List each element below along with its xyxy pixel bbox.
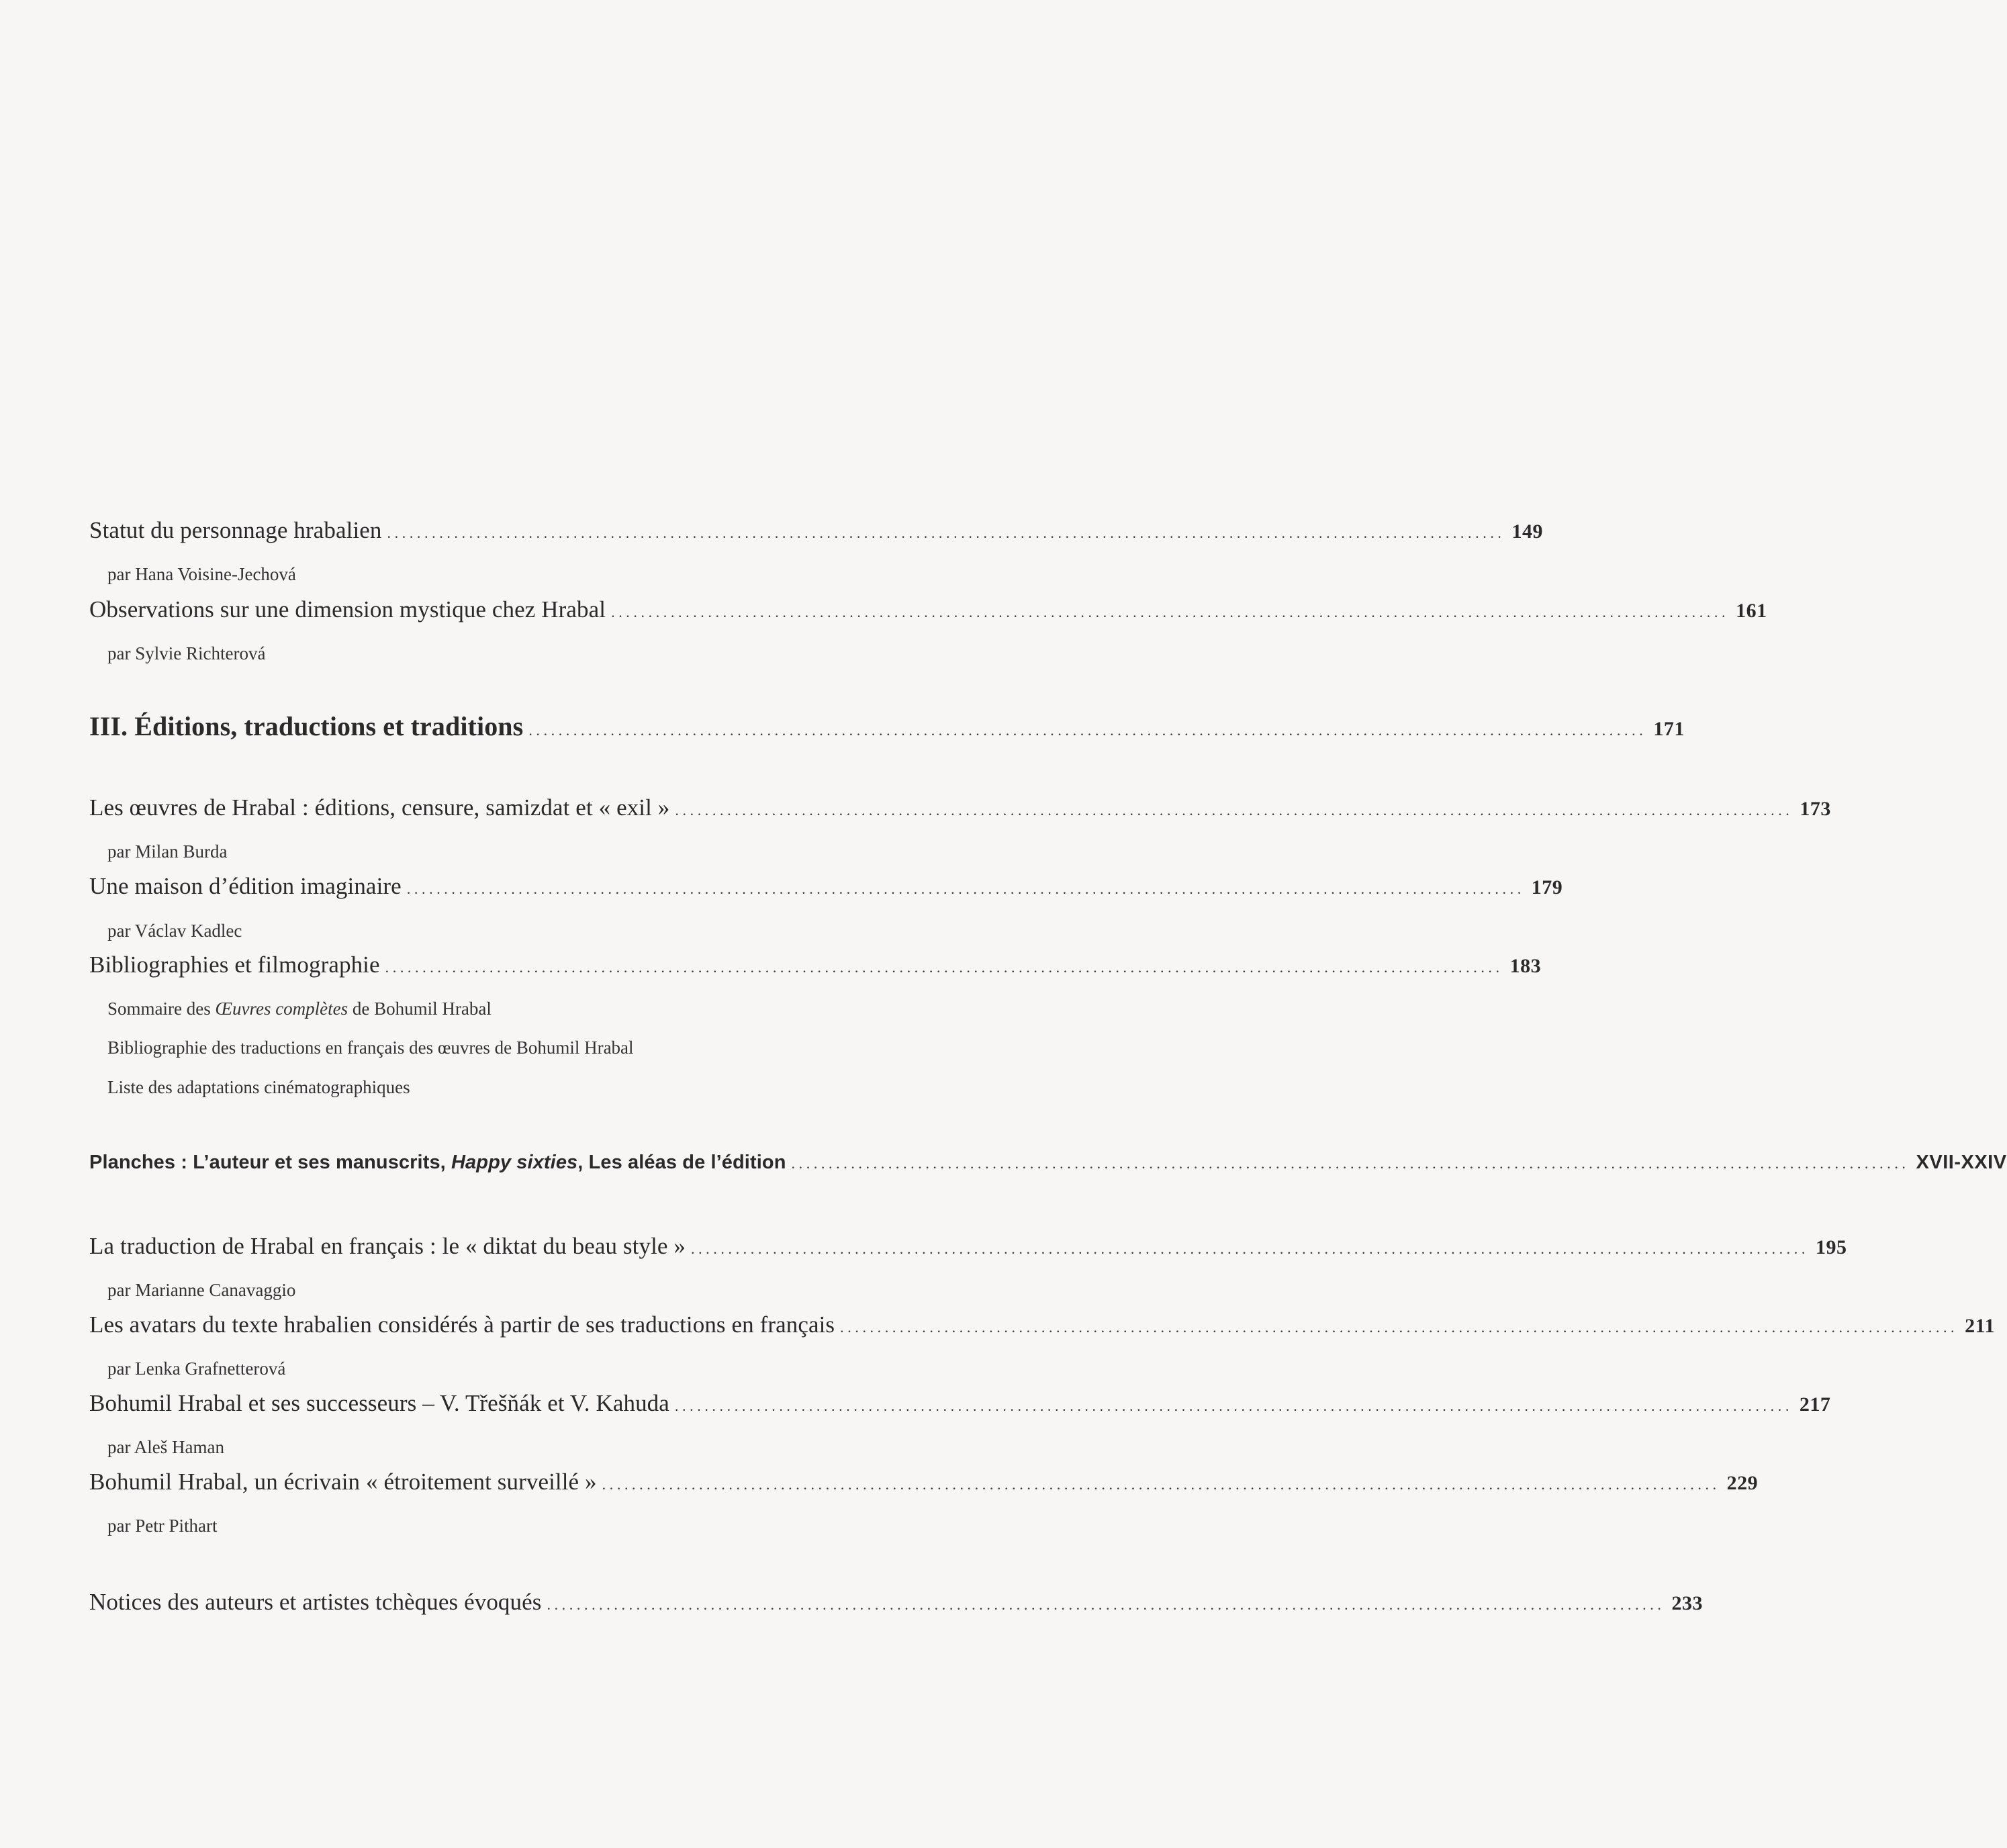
entry-title: La traduction de Hrabal en français : le « diktat du beau style » bbox=[89, 1233, 686, 1259]
page-number: 161 bbox=[1736, 600, 1767, 622]
plates-title-italic: Happy sixties bbox=[451, 1152, 578, 1173]
entry-author: par Marianne Canavaggio bbox=[107, 1280, 296, 1300]
entry-author: par Milan Burda bbox=[107, 841, 228, 862]
entry-title: Bibliographies et filmographie bbox=[89, 952, 380, 978]
page-number: 149 bbox=[1511, 520, 1544, 543]
leader-dots: ...................................................................................................................................................... bbox=[385, 959, 1503, 976]
leader-dots: ...................................................................................................................................................... bbox=[674, 1397, 1793, 1414]
sub-item-text: de Bohumil Hrabal bbox=[348, 999, 492, 1019]
entry-title: Bohumil Hrabal, un écrivain « étroitement surveillé » bbox=[89, 1469, 597, 1495]
leader-dots: ...................................................................................................................................................... bbox=[791, 1155, 1910, 1172]
section-heading bbox=[89, 710, 1685, 748]
sub-item bbox=[107, 999, 492, 1019]
toc-entry bbox=[89, 1589, 1703, 1626]
entry-author: par Petr Pithart bbox=[107, 1516, 218, 1536]
entry-author: par Hana Voisine-Jechová bbox=[107, 564, 296, 584]
plates-title-text: Planches : L’auteur et ses manuscrits, bbox=[89, 1152, 451, 1173]
page-number: 171 bbox=[1653, 718, 1685, 740]
toc-entry bbox=[89, 794, 1831, 832]
entry-author: par Sylvie Richterová bbox=[107, 643, 266, 663]
entry-author: par Aleš Haman bbox=[107, 1437, 224, 1457]
leader-dots: ...................................................................................................................................................... bbox=[406, 880, 1525, 897]
entry-title: Les avatars du texte hrabalien considérés à partir de ses traductions en français bbox=[89, 1311, 835, 1338]
toc-entry bbox=[89, 1233, 1847, 1270]
toc-entry bbox=[89, 596, 1767, 634]
toc-entry bbox=[89, 1469, 1759, 1506]
toc-entry bbox=[89, 873, 1563, 911]
page-number: 233 bbox=[1671, 1592, 1703, 1614]
plates-title bbox=[89, 1152, 786, 1174]
plates-entry bbox=[89, 1152, 2007, 1189]
section-title: III. Éditions, traductions et traditions bbox=[89, 711, 524, 741]
leader-dots: ...................................................................................................................................................... bbox=[528, 722, 1647, 739]
toc-entry bbox=[89, 1311, 1995, 1349]
sub-item-text: Sommaire des bbox=[107, 999, 216, 1019]
page-number: XVII-XXIV bbox=[1916, 1152, 2007, 1173]
page-number: 211 bbox=[1965, 1315, 1995, 1337]
leader-dots: ...................................................................................................................................................... bbox=[387, 524, 1505, 541]
leader-dots: ...................................................................................................................................................... bbox=[690, 1240, 1809, 1257]
leader-dots: ...................................................................................................................................................... bbox=[611, 604, 1730, 620]
leader-dots: ...................................................................................................................................................... bbox=[547, 1596, 1665, 1613]
entry-title: Une maison d’édition imaginaire bbox=[89, 873, 402, 899]
entry-title: Les œuvres de Hrabal : éditions, censure, samizdat et « exil » bbox=[89, 794, 670, 821]
page-number: 195 bbox=[1815, 1236, 1847, 1258]
toc-entry bbox=[89, 517, 1544, 555]
page-number: 229 bbox=[1726, 1472, 1759, 1494]
entry-author: par Václav Kadlec bbox=[107, 921, 242, 941]
toc-entry bbox=[89, 1390, 1831, 1428]
page-number: 173 bbox=[1800, 798, 1831, 820]
sub-item: Liste des adaptations cinématographiques bbox=[107, 1077, 410, 1097]
entry-title: Notices des auteurs et artistes tchèques évoqués bbox=[89, 1589, 542, 1615]
entry-title: Observations sur une dimension mystique chez Hrabal bbox=[89, 596, 606, 622]
entry-author: par Lenka Grafnetterová bbox=[107, 1358, 286, 1379]
entry-title: Bohumil Hrabal et ses successeurs – V. Třešňák et V. Kahuda bbox=[89, 1390, 669, 1416]
entry-title: Statut du personnage hrabalien bbox=[89, 517, 382, 543]
page-number: 217 bbox=[1799, 1393, 1831, 1416]
leader-dots: ...................................................................................................................................................... bbox=[840, 1319, 1959, 1336]
page-number: 179 bbox=[1531, 876, 1563, 898]
toc-entry bbox=[89, 952, 1542, 989]
plates-title-text: , Les aléas de l’édition bbox=[577, 1152, 786, 1173]
leader-dots: ...................................................................................................................................................... bbox=[675, 802, 1793, 819]
page-number: 183 bbox=[1509, 955, 1542, 977]
sub-item-italic: Œuvres complètes bbox=[215, 999, 348, 1019]
leader-dots: ...................................................................................................................................................... bbox=[602, 1476, 1720, 1493]
sub-item: Bibliographie des traductions en français des œuvres de Bohumil Hrabal bbox=[107, 1037, 634, 1058]
